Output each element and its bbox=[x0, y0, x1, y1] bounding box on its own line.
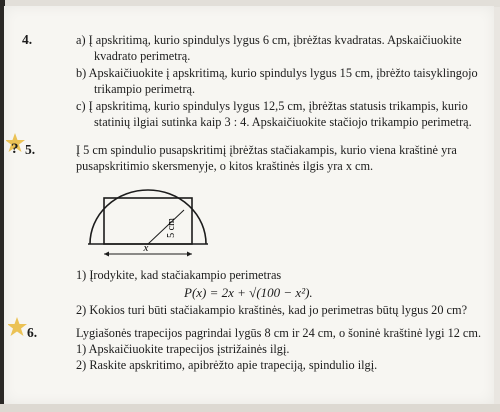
problem-4c-line1: c) Į apskritimą, kurio spindulys lygus 12,5 cm, įbrėžtas statusis trikampis, kurio bbox=[76, 99, 468, 113]
problem-4b-line1: b) Apskaičiuokite į apskritimą, kurio spindulys lygus 15 cm, įbrėžto taisyklingojo bbox=[76, 66, 478, 80]
problem-4-number: 4. bbox=[22, 32, 33, 47]
problem-4a-line2: kvadrato perimetrą. bbox=[94, 49, 191, 63]
problem-6-question1: 1) Apskaičiuokite trapecijos įstrižainės ilgį. bbox=[76, 342, 290, 356]
problem-5-number: 5. bbox=[25, 142, 36, 157]
problem-5-text-line2: pusapskritimio skersmenyje, o kitos kraštinės ilgis yra x cm. bbox=[76, 159, 374, 173]
semicircle-rectangle-figure bbox=[82, 188, 212, 260]
problem-6-question2: 2) Raskite apskritimo, apibrėžto apie trapeciją, spindulio ilgį. bbox=[76, 358, 378, 372]
textbook-page bbox=[4, 6, 494, 404]
background-bottom bbox=[0, 404, 500, 412]
problem-5-formula: P(x) = 2x + √(100 − x²). bbox=[184, 285, 313, 300]
problem-5-question2: 2) Kokios turi būti stačiakampio kraštinės, kad jo perimetras būtų lygus 20 cm? bbox=[76, 303, 468, 317]
problem-5-text-line1: Į 5 cm spindulio pusapskritimį įbrėžtas stačiakampis, kurio viena kraštinė yra bbox=[76, 143, 457, 157]
problem-4c-line2: statinių ilgiai sutinka kaip 3 : 4. Apskaičiuokite stačiojo trikampio perimetrą. bbox=[94, 115, 472, 129]
figure-side-label: 5 cm bbox=[166, 218, 177, 238]
figure-base-label: x bbox=[143, 242, 149, 254]
problem-6-number: 6. bbox=[27, 325, 38, 340]
problem-6-text: Lygiašonės trapecijos pagrindai lygūs 8 cm ir 24 cm, o šoninė kraštinė lygi 12 cm. bbox=[76, 326, 482, 340]
problem-4b-line2: trikampio perimetrą. bbox=[94, 82, 196, 96]
problem-5-question1: 1) Įrodykite, kad stačiakampio perimetras bbox=[76, 268, 282, 282]
svg-text:?: ? bbox=[11, 141, 19, 156]
problem-4a-line1: a) Į apskritimą, kurio spindulys lygus 6 cm, įbrėžtas kvadratas. Apskaičiuokite bbox=[76, 33, 462, 47]
